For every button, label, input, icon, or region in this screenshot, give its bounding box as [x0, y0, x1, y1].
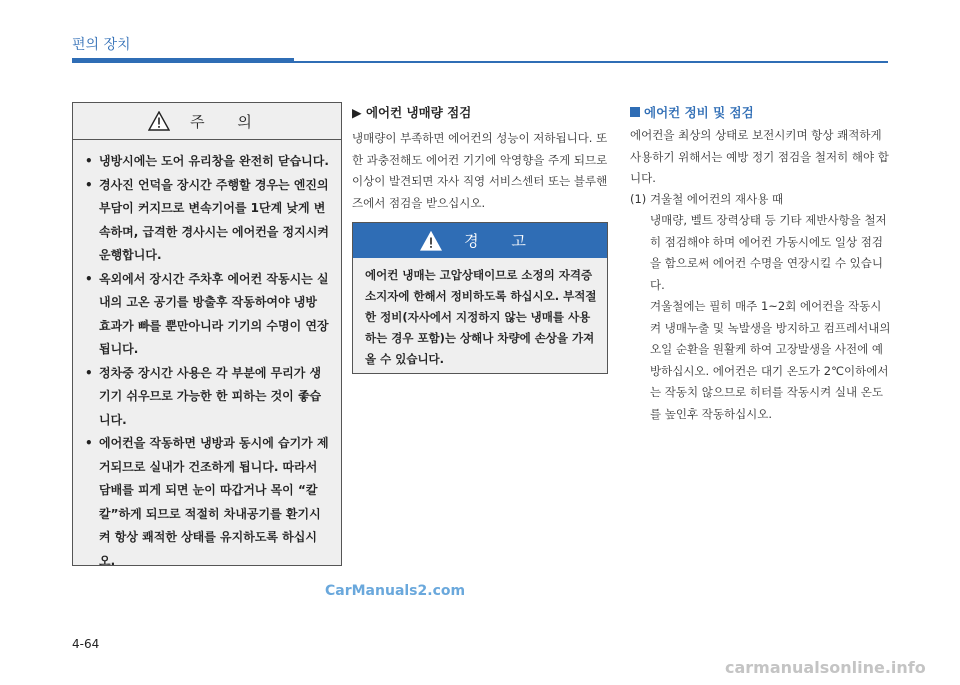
- watermark: CarManuals2.com: [325, 583, 466, 599]
- caution-title: 주 의: [190, 112, 266, 131]
- warning-box: [352, 222, 608, 374]
- footer-watermark: carmanualsonline.info: [725, 658, 926, 677]
- maintenance-heading: [630, 103, 754, 121]
- caution-item: • 경사진 언덕을 장시간 주행할 경우는 엔진의 부담이 커지므로 변속기어를 1단계 낮게 변속하며, 급격한 경사시는 에어컨을 정지시켜 운행합니다.: [83, 174, 329, 268]
- refrigerant-heading: ▶ 에어컨 냉매량 점검: [352, 105, 472, 120]
- maintenance-body-1: 냉매량, 벨트 장력상태 등 기타 제반사항을 철저히 점검해야 하며 에어컨 가동시에도 일상 점검을 함으로써 에어컨 수명을 연장시킬 수 있습니다.: [650, 213, 887, 292]
- maintenance-body-2: 겨울철에는 필히 매주 1~2회 에어컨을 작동시켜 냉매누출 및 녹발생을 방지하고 컴프레서내의 오일 순환을 원활케 하여 고장발생을 사전에 예방하십시오. 에어컨은 대기 온도가 2℃이하에서는 작동치 않으므로 히터를 작동시켜 실내 온도를 높인후 작동하십시오.: [650, 299, 891, 421]
- header-rule-thick: [72, 58, 294, 63]
- warning-triangle-icon: [148, 111, 170, 131]
- caution-item: • 정차중 장시간 사용은 각 부분에 무리가 생기기 쉬우므로 가능한 한 피하는 것이 좋습니다.: [83, 362, 329, 433]
- maintenance-subheading: (1) 겨울철 에어컨의 재사용 때: [630, 192, 784, 206]
- caution-item: • 에어컨을 작동하면 냉방과 동시에 습기가 제거되므로 실내가 건조하게 됩니다. 따라서 담배를 피게 되면 눈이 따갑거나 목이 “칼칼”하게 되므로 적절히 차내공기를 환기시켜 항상 쾌적한 상태를 유지하도록 하십시오.: [83, 432, 329, 573]
- page-number: 4-64: [72, 637, 100, 651]
- warning-triangle-icon: [420, 231, 442, 251]
- maintenance-heading-text: 에어컨 정비 및 점검: [644, 105, 754, 120]
- refrigerant-text: 냉매량이 부족하면 에어컨의 성능이 저하됩니다. 또한 과충전해도 에어컨 기기에 악영향을 주게 되므로 이상이 발견되면 자사 직영 서비스센터 또는 블루핸즈에서 점검을 받으십시오.: [352, 131, 608, 210]
- maintenance-intro: 에어컨을 최상의 상태로 보전시키며 항상 쾌적하게 사용하기 위해서는 예방 정기 점검을 철저히 해야 합니다.: [630, 128, 889, 185]
- warning-title: 경 고: [464, 232, 540, 250]
- caution-header: [73, 103, 341, 140]
- section-title: 편의 장치: [72, 37, 131, 53]
- caution-item: • 옥외에서 장시간 주차후 에어컨 작동시는 실내의 고온 공기를 방출후 작동하여야 냉방 효과가 빠를 뿐만아니라 기기의 수명이 연장됩니다.: [83, 268, 329, 362]
- warning-text: 에어컨 냉매는 고압상태이므로 소정의 자격증 소지자에 한해서 정비하도록 하십시오. 부적절한 정비(자사에서 지정하지 않는 냉매를 사용하는 경우 포함)는 상해나 차량에 손상을 가져올 수 있습니다.: [365, 268, 597, 366]
- warning-header: [353, 223, 607, 258]
- square-bullet-icon: [630, 107, 640, 117]
- caution-box: [72, 102, 342, 566]
- caution-list: [73, 140, 341, 573]
- header-rule-thin: [294, 61, 888, 63]
- caution-item: • 냉방시에는 도어 유리창을 완전히 닫습니다.: [83, 150, 329, 174]
